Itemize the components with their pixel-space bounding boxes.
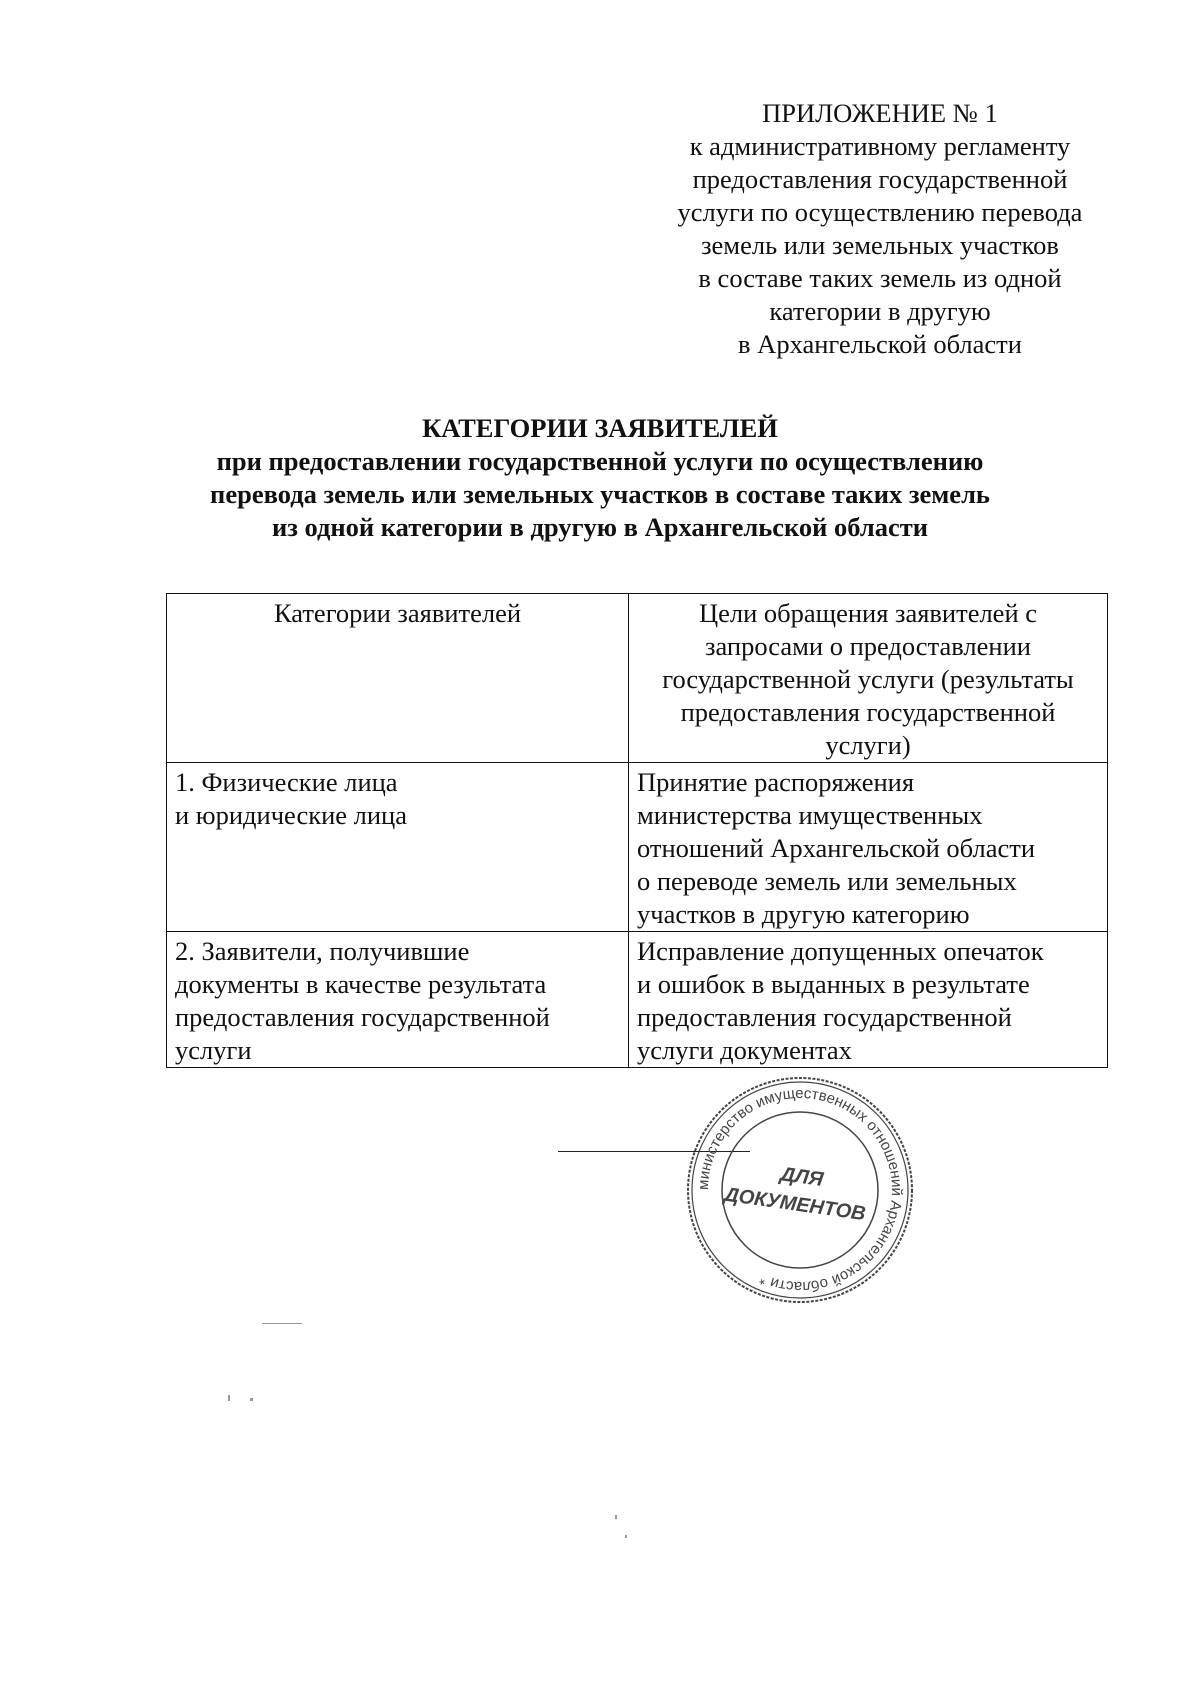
header-line: услуги) (825, 730, 911, 760)
cell-line: 1. Физические лица (175, 767, 398, 797)
document-heading (160, 412, 1040, 544)
cell-line: министерства имущественных (637, 800, 983, 830)
categories-table (166, 593, 1108, 1068)
scan-artifact (250, 1398, 253, 1401)
table-header-row (167, 594, 1108, 763)
document-subtitle-line: при предоставлении государственной услуги по осуществлению (216, 446, 984, 476)
cell-line: предоставления государственной (637, 1002, 1012, 1032)
appendix-line: категории в другую (769, 296, 991, 326)
column-header-categories (167, 594, 629, 763)
stamp-ring-text: министерство имущественных отношений Архангельской области * (694, 1084, 906, 1296)
cell-line: о переводе земель или земельных (637, 866, 1017, 896)
header-line: запросами о предоставлении (705, 631, 1031, 661)
goal-cell (629, 932, 1108, 1068)
cell-line: услуги (175, 1035, 252, 1065)
official-stamp (685, 1075, 915, 1305)
cell-line: 2. Заявители, получившие (175, 936, 470, 966)
header-line: государственной услуги (результаты (662, 664, 1074, 694)
cell-line: предоставления государственной (175, 1002, 550, 1032)
column-header-goals (629, 594, 1108, 763)
cell-line: отношений Архангельской области (637, 833, 1036, 863)
stamp-center (721, 1156, 871, 1226)
header-line: предоставления государственной (680, 697, 1056, 727)
document-subtitle-line: перевода земель или земельных участков в составе таких земель (210, 479, 990, 509)
document-subtitle-line: из одной категории в другую в Архангельской области (271, 512, 929, 542)
category-cell (167, 932, 629, 1068)
scan-artifact (228, 1395, 230, 1401)
cell-line: услуги документах (637, 1035, 852, 1065)
appendix-line: предоставления государственной (692, 164, 1068, 194)
stamp-rings (688, 1078, 912, 1302)
goal-cell (629, 763, 1108, 932)
cell-line: участков в другую категорию (637, 899, 970, 929)
cell-line: Принятие распоряжения (637, 767, 915, 797)
stamp-center-line: ДОКУМЕНТОВ (722, 1183, 867, 1226)
cell-line: и ошибок в выданных в результате (637, 969, 1030, 999)
cell-line: документы в качестве результата (175, 969, 547, 999)
table-row (167, 763, 1108, 932)
appendix-line: ПРИЛОЖЕНИЕ № 1 (762, 98, 998, 128)
appendix-line: к административному регламенту (689, 131, 1071, 161)
table-row (167, 932, 1108, 1068)
cell-line: и юридические лица (175, 800, 408, 830)
stamp-center-line: ДЛЯ (779, 1163, 825, 1191)
scan-artifact (262, 1323, 302, 1324)
cell-line: Исправление допущенных опечаток (637, 936, 1044, 966)
header-line: Категории заявителей (273, 598, 522, 628)
header-line: Цели обращения заявителей с (698, 598, 1038, 628)
appendix-block (630, 97, 1130, 361)
appendix-line: в Архангельской области (738, 329, 1022, 359)
appendix-line: услуги по осуществлению перевода (677, 197, 1083, 227)
document-title: КАТЕГОРИИ ЗАЯВИТЕЛЕЙ (422, 413, 778, 443)
appendix-line: в составе таких земель из одной (698, 263, 1062, 293)
category-cell (167, 763, 629, 932)
scan-artifact (615, 1515, 617, 1519)
scan-artifact (625, 1535, 627, 1538)
appendix-line: земель или земельных участков (701, 230, 1059, 260)
